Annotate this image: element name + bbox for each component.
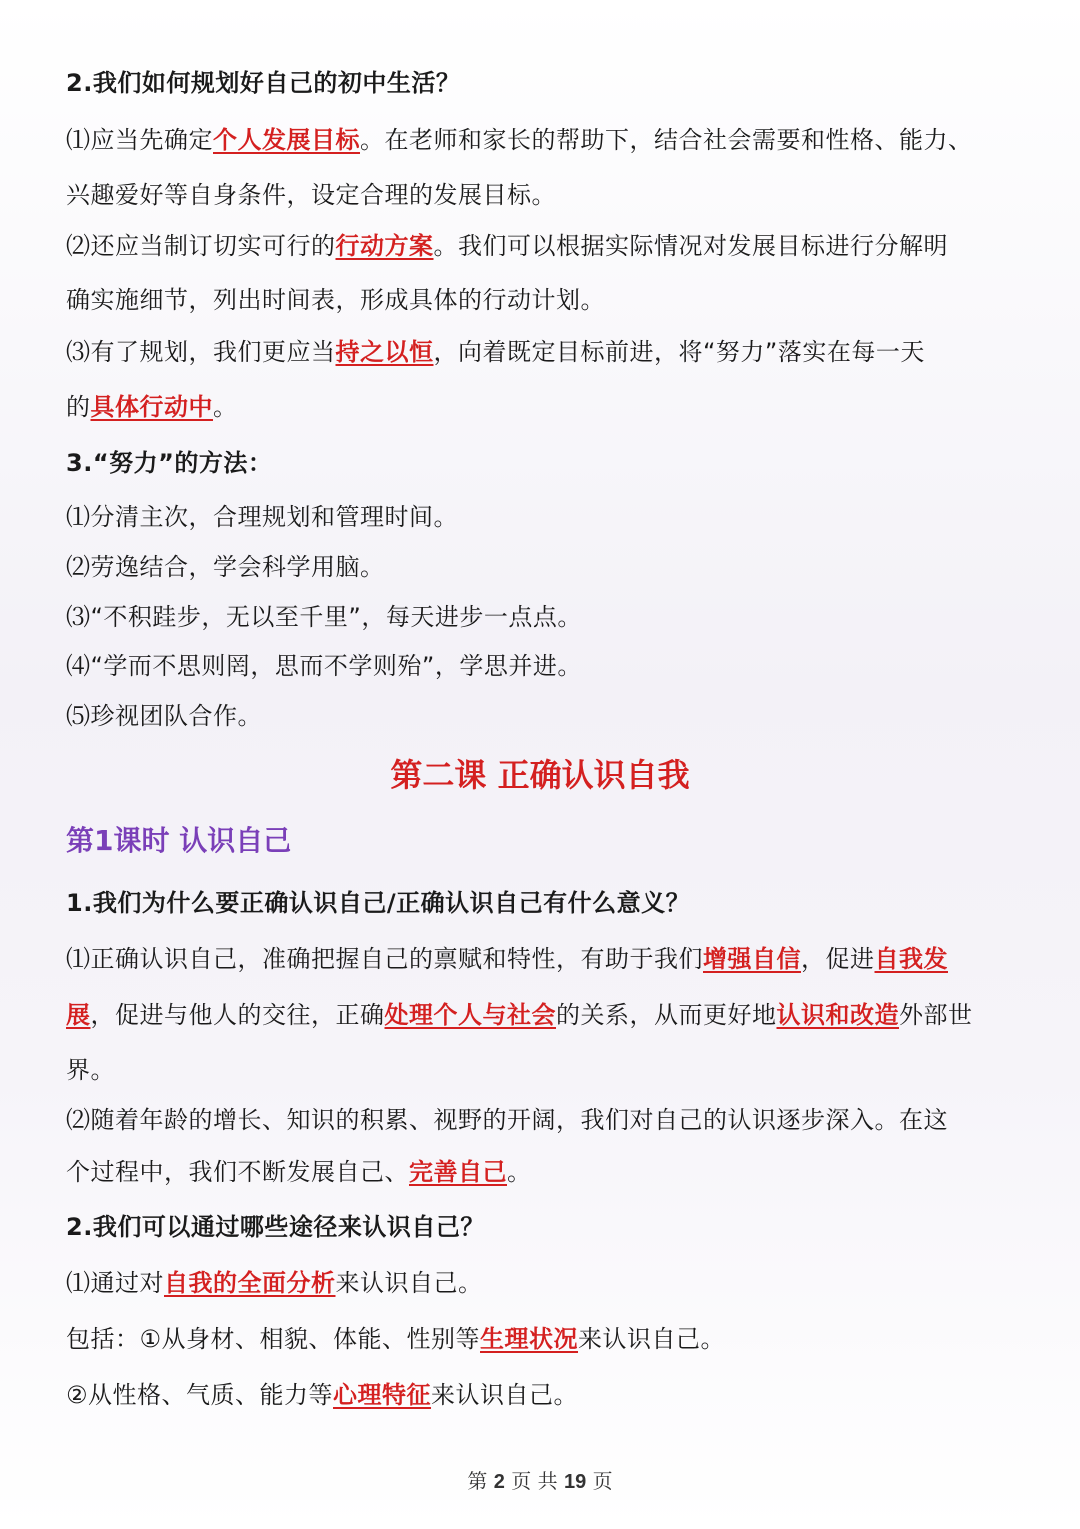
- list-item: ⑸珍视团队合作。: [66, 702, 262, 730]
- section-heading-effort: 3.“努力”的方法：: [66, 449, 273, 477]
- keyword: 完善自己: [409, 1158, 507, 1186]
- paragraph-why-1: [66, 942, 1020, 976]
- footer-text: 页 共: [511, 1469, 558, 1493]
- paragraph-plan-2: [66, 229, 1020, 263]
- keyword: 自我发: [874, 945, 948, 973]
- paragraph-plan-1-cont: 兴趣爱好等自身条件，设定合理的发展目标。: [66, 181, 556, 209]
- text: 。在老师和家长的帮助下，结合社会需要和性格、能力、: [360, 126, 973, 154]
- text: 的: [66, 393, 91, 421]
- keyword: 行动方案: [335, 232, 434, 260]
- keyword: 处理个人与社会: [384, 1001, 556, 1029]
- text: 的关系，从而更好地: [556, 1001, 777, 1029]
- keyword: 生理状况: [480, 1325, 579, 1353]
- keyword: 增强自信: [703, 945, 801, 973]
- keyword: 认识和改造: [776, 1001, 899, 1029]
- paragraph-why-1-end: 界。: [66, 1056, 115, 1084]
- list-item: ⑴分清主次，合理规划和管理时间。: [66, 503, 458, 531]
- footer-text: 页: [592, 1469, 613, 1493]
- text: 。: [213, 393, 238, 421]
- text: ，促进与他人的交往，正确: [90, 1001, 385, 1029]
- text: 来认识自己。: [578, 1325, 726, 1353]
- paragraph-plan-3-cont: [66, 390, 1020, 424]
- paragraph-how-1: [66, 1266, 1020, 1300]
- paragraph-why-2: ⑵随着年龄的增长、知识的积累、视野的开阔，我们对自己的认识逐步深入。在这: [66, 1106, 948, 1134]
- text: 。我们可以根据实际情况对发展目标进行分解明: [433, 232, 948, 260]
- chapter-title: 第二课 正确认识自我: [390, 756, 690, 794]
- footer-text: 第: [467, 1469, 488, 1493]
- text: 外部世: [899, 1001, 973, 1029]
- text: 来认识自己。: [431, 1381, 579, 1409]
- text: 来认识自己。: [335, 1269, 483, 1297]
- text: ⑴应当先确定: [66, 126, 213, 154]
- paragraph-plan-2-cont: 确实施细节，列出时间表，形成具体的行动计划。: [66, 286, 605, 314]
- paragraph-how-2: [66, 1322, 1020, 1356]
- text: 包括：①从身材、相貌、体能、性别等: [66, 1325, 481, 1353]
- paragraph-how-3: [66, 1378, 1020, 1412]
- text: ⑵还应当制订切实可行的: [66, 232, 336, 260]
- list-item: ⑵劳逸结合，学会科学用脑。: [66, 553, 385, 581]
- text: ，促进: [801, 945, 875, 973]
- text: ⑴通过对: [66, 1269, 164, 1297]
- page-number: 2: [493, 1471, 505, 1493]
- text: 。: [507, 1158, 532, 1186]
- keyword: 具体行动中: [90, 393, 213, 421]
- text: ⑴正确认识自己，准确把握自己的禀赋和特性，有助于我们: [66, 945, 703, 973]
- keyword: 持之以恒: [335, 338, 434, 366]
- text: ，向着既定目标前进，将“努力”落实在每一天: [433, 338, 925, 366]
- keyword: 自我的全面分析: [164, 1269, 336, 1297]
- paragraph-why-2-cont: [66, 1155, 1020, 1189]
- text: 个过程中，我们不断发展自己、: [66, 1158, 409, 1186]
- total-pages: 19: [563, 1471, 587, 1493]
- question-heading-how: 2.我们可以通过哪些途径来认识自己？: [66, 1213, 485, 1241]
- keyword: 心理特征: [333, 1381, 432, 1409]
- paragraph-plan-1: [66, 123, 1020, 157]
- paragraph-why-1-cont: [66, 998, 1020, 1032]
- keyword: 个人发展目标: [213, 126, 360, 154]
- question-heading-why: 1.我们为什么要正确认识自己/正确认识自己有什么意义？: [66, 889, 691, 917]
- list-item: ⑷“学而不思则罔，思而不学则殆”，学思并进。: [66, 652, 582, 680]
- list-item: ⑶“不积跬步，无以至千里”，每天进步一点点。: [66, 603, 582, 631]
- lesson-title: 第1课时 认识自己: [66, 824, 292, 857]
- text: ②从性格、气质、能力等: [66, 1381, 334, 1409]
- text: ⑶有了规划，我们更应当: [66, 338, 336, 366]
- keyword: 展: [66, 1001, 91, 1029]
- page-footer: [0, 1465, 1080, 1494]
- paragraph-plan-3: [66, 335, 1020, 369]
- section-heading-plan: 2.我们如何规划好自己的初中生活？: [66, 69, 461, 97]
